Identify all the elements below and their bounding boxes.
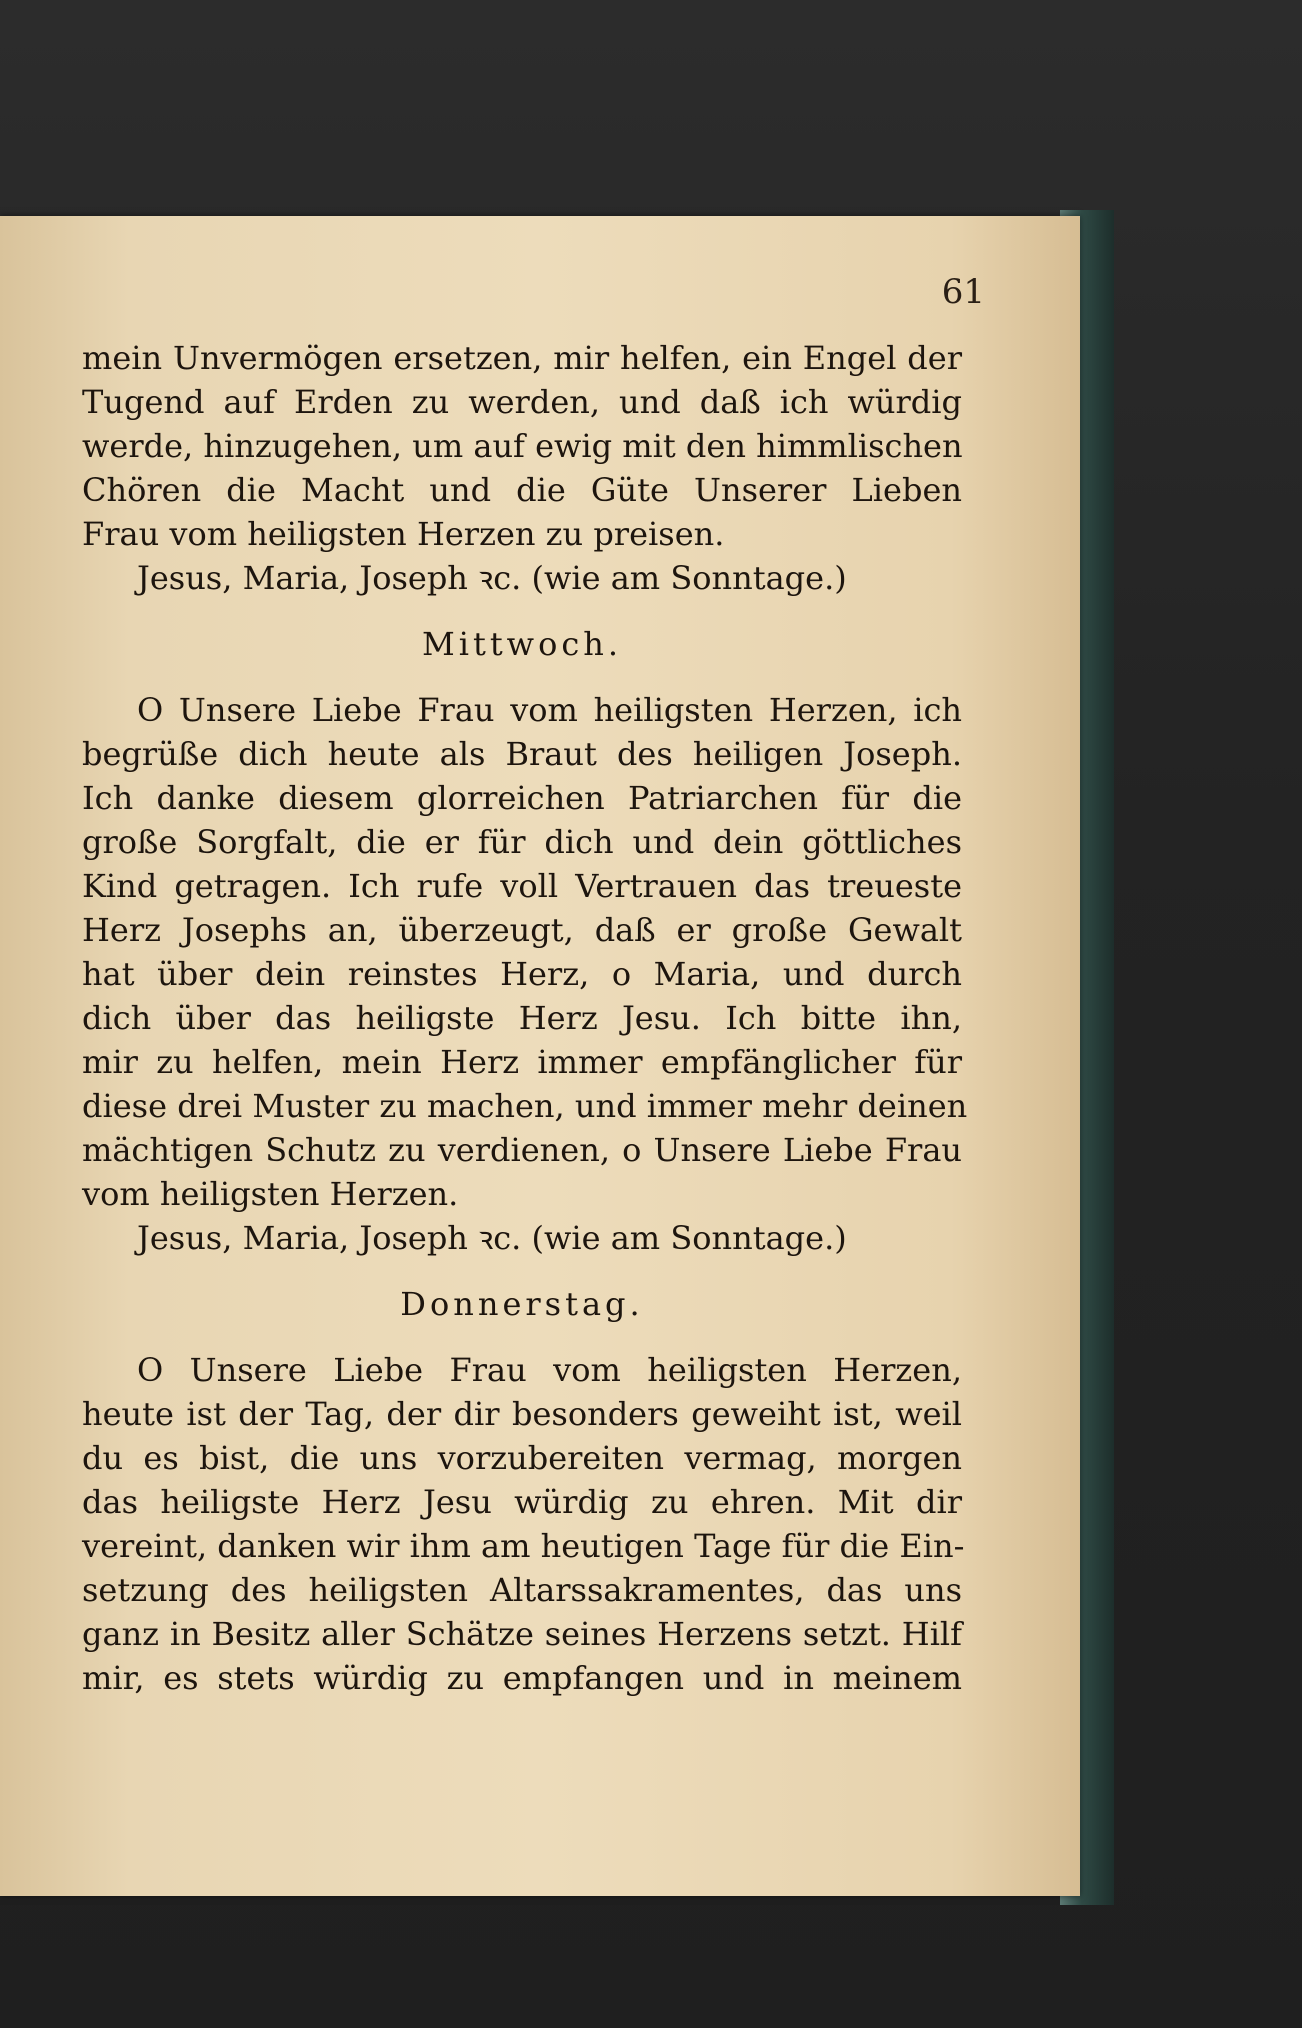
text-line: Ich danke diesem glorreichen Patriarchen für die bbox=[82, 779, 962, 817]
text-line: begrüße dich heute als Braut des heiligen Joseph. bbox=[82, 735, 962, 773]
section-heading-mittwoch: Mittwoch. bbox=[421, 625, 623, 663]
text-line: das heiligste Herz Jesu würdig zu ehren. Mit dir bbox=[82, 1483, 962, 1521]
page-number: 61 bbox=[941, 272, 985, 312]
text-line: hat über dein reinstes Herz, o Maria, und durch bbox=[82, 955, 962, 993]
text-line: Kind getragen. Ich rufe voll Vertrauen das treueste bbox=[82, 867, 962, 905]
page-text bbox=[82, 336, 968, 1700]
book-page bbox=[0, 216, 1080, 1896]
text-line: du es bist, die uns vorzubereiten vermag, morgen bbox=[82, 1439, 962, 1477]
text-line: Tugend auf Erden zu werden, und daß ich würdig bbox=[82, 383, 962, 421]
text-line: mir, es stets würdig zu empfangen und in meinem bbox=[82, 1659, 962, 1697]
text-line: O Unsere Liebe Frau vom heiligsten Herzen, ich bbox=[137, 691, 962, 729]
text-line: Frau vom heiligsten Herzen zu preisen. bbox=[82, 515, 725, 553]
text-line: vom heiligsten Herzen. bbox=[82, 1175, 459, 1213]
text-line: werde, hinzugehen, um auf ewig mit den himmlischen bbox=[82, 427, 963, 465]
text-line: mein Unvermögen ersetzen, mir helfen, ein Engel der bbox=[82, 339, 962, 377]
text-line: heute ist der Tag, der dir besonders geweiht ist, weil bbox=[82, 1395, 962, 1433]
text-line: O Unsere Liebe Frau vom heiligsten Herzen, bbox=[137, 1351, 962, 1389]
text-line: diese drei Muster zu machen, und immer mehr deinen bbox=[82, 1087, 968, 1125]
text-line: dich über das heiligste Herz Jesu. Ich bitte ihn, bbox=[82, 999, 962, 1037]
text-line: mächtigen Schutz zu verdienen, o Unsere Liebe Frau bbox=[82, 1131, 962, 1169]
text-line: Chören die Macht und die Güte Unserer Lieben bbox=[82, 471, 962, 509]
section-heading-donnerstag: Donnerstag. bbox=[400, 1285, 644, 1323]
text-line: vereint, danken wir ihm am heutigen Tage für die Ein- bbox=[82, 1527, 965, 1565]
text-line: Herz Josephs an, überzeugt, daß er große Gewalt bbox=[82, 911, 962, 949]
text-line: setzung des heiligsten Altarssakramentes, das uns bbox=[82, 1571, 962, 1609]
text-line: mir zu helfen, mein Herz immer empfänglicher für bbox=[82, 1043, 962, 1081]
text-line: ganz in Besitz aller Schätze seines Herzens setzt. Hilf bbox=[82, 1615, 962, 1653]
text-line: große Sorgfalt, die er für dich und dein göttliches bbox=[82, 823, 962, 861]
prayer-signoff: Jesus, Maria, Joseph ꝛc. (wie am Sonntage.) bbox=[137, 1219, 847, 1257]
prayer-signoff: Jesus, Maria, Joseph ꝛc. (wie am Sonntage.) bbox=[137, 559, 847, 597]
